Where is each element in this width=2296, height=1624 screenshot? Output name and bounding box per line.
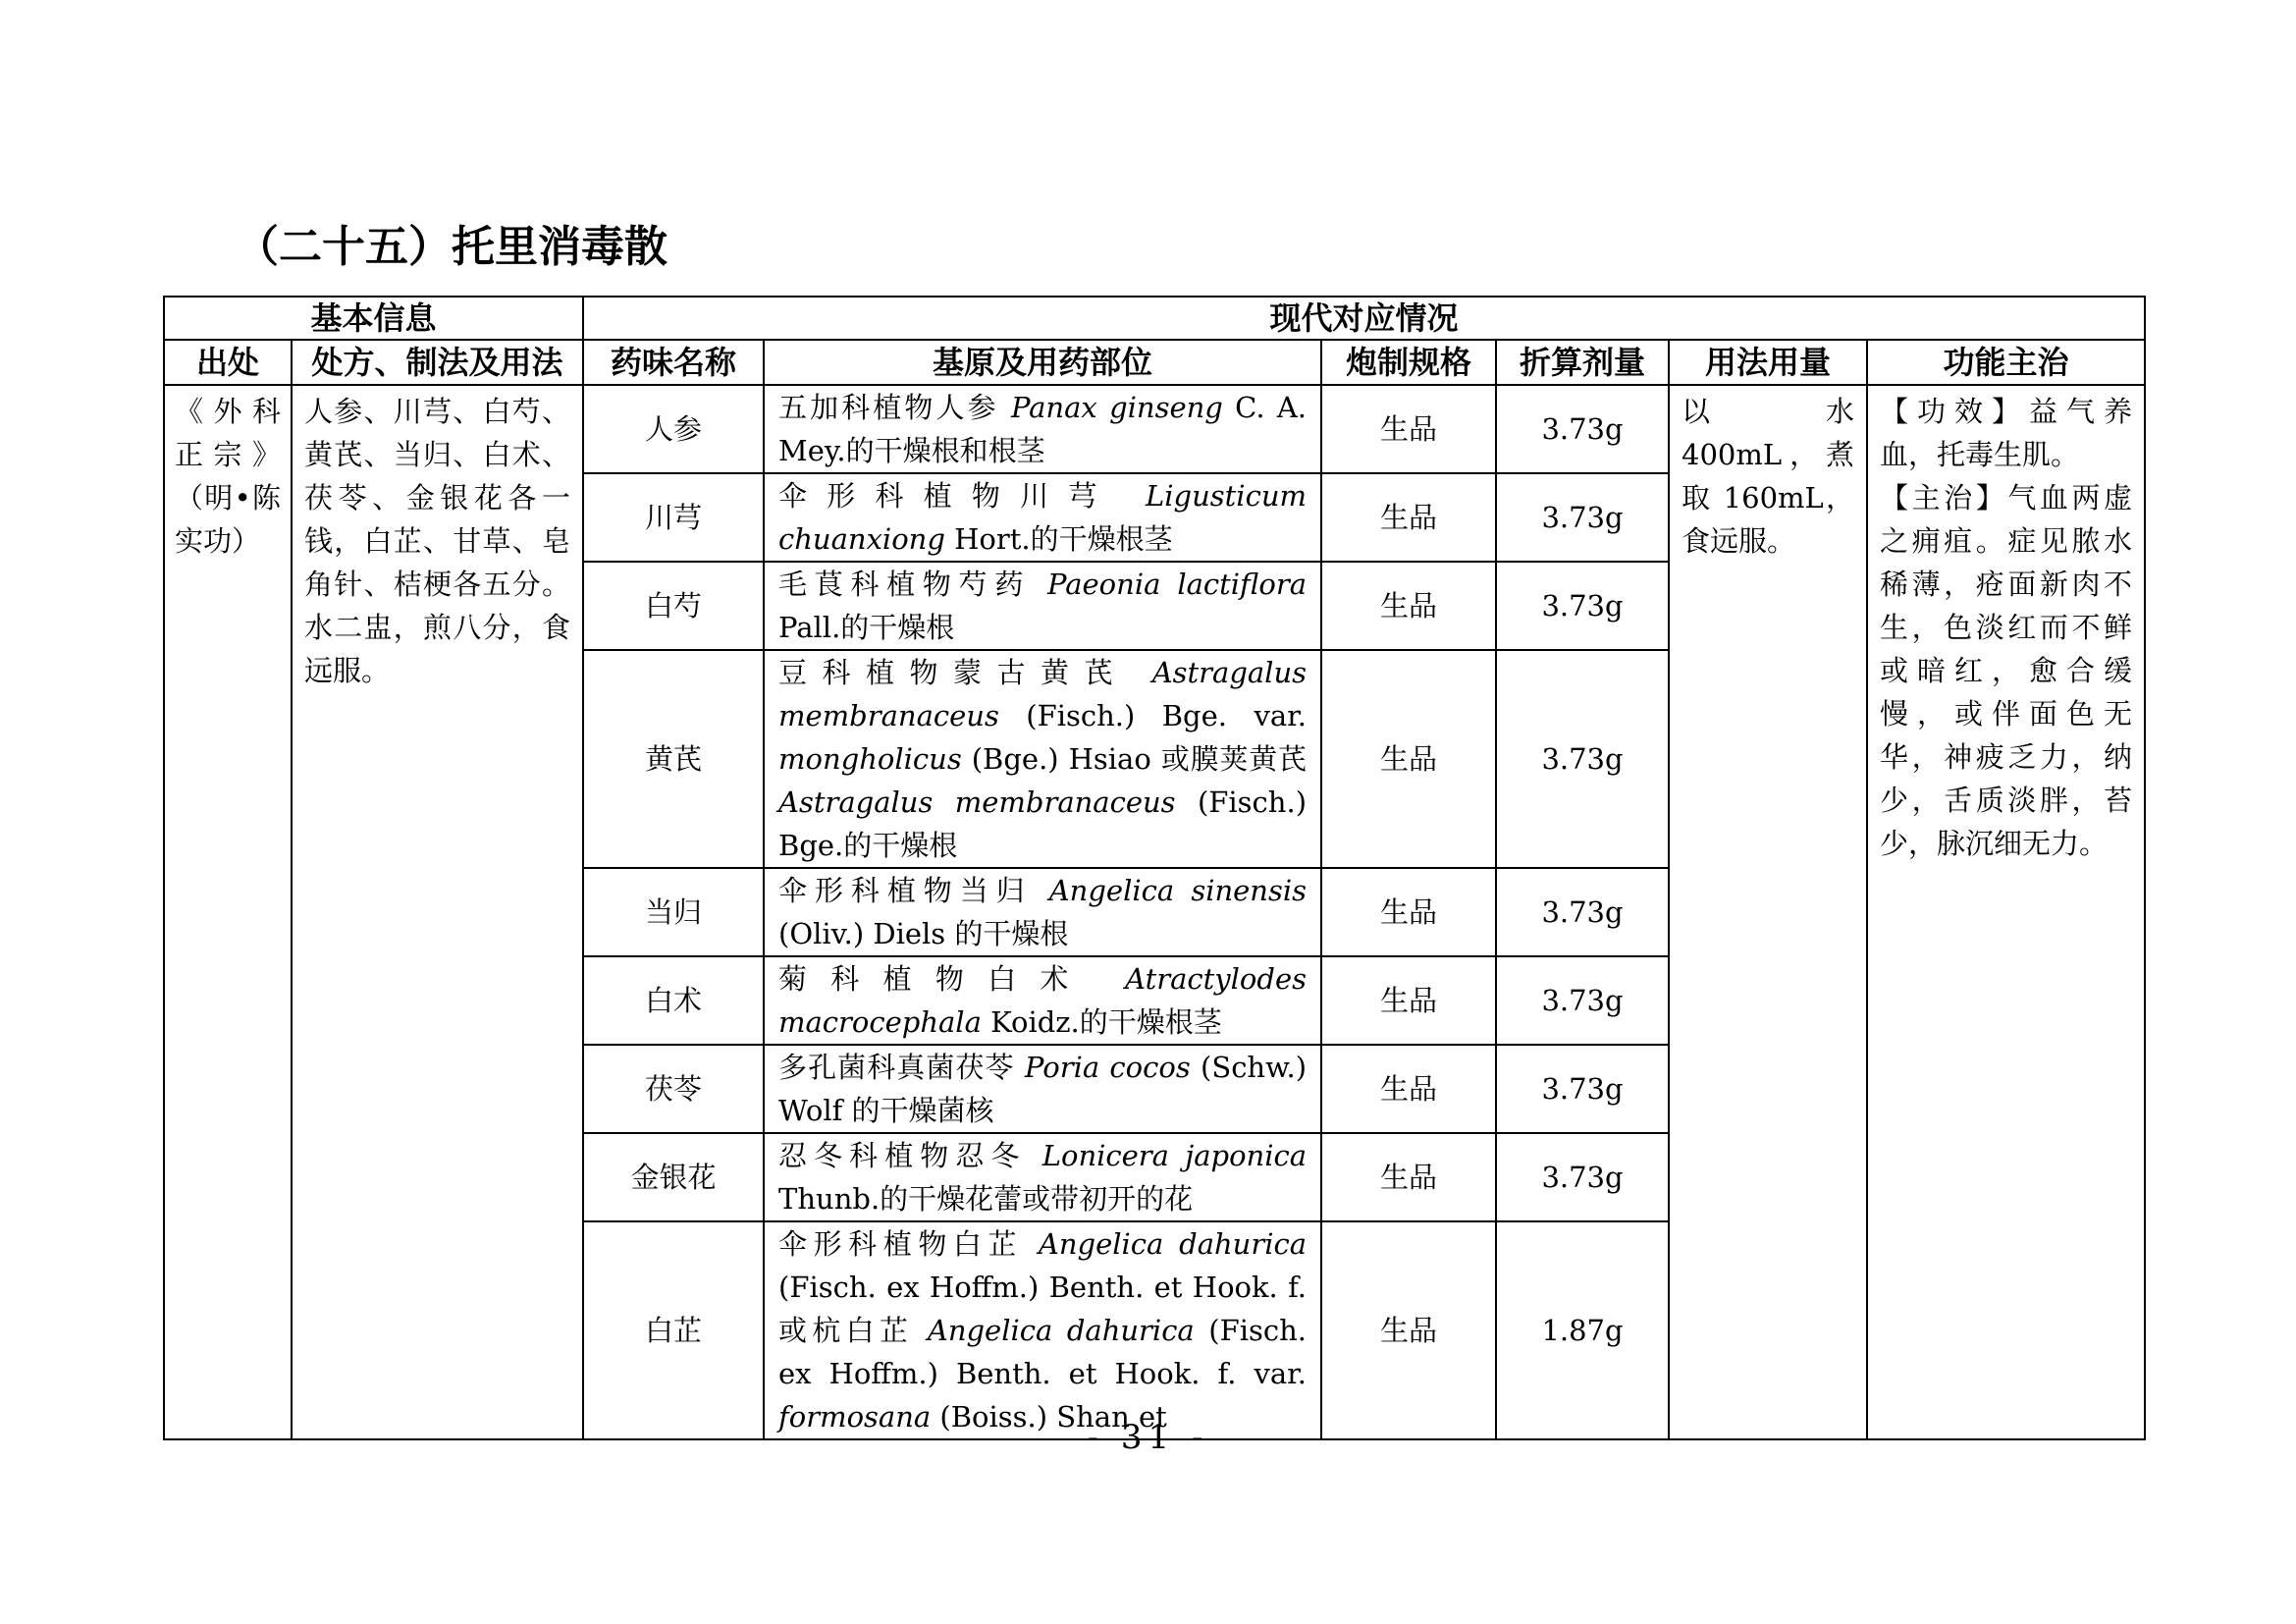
herb-origin: 忍冬科植物忍冬 Lonicera japonica Thunb.的干燥花蕾或带初开的花	[764, 1133, 1321, 1221]
herb-processing: 生品	[1321, 562, 1496, 650]
group-header-row	[164, 297, 2145, 340]
source-cell: 《外科正宗》（明•陈实功）	[164, 385, 292, 1439]
prescription-cell: 人参、川芎、白芍、黄芪、当归、白术、茯苓、金银花各一钱，白芷、甘草、皂角针、桔梗各五分。水二盅，煎八分，食远服。	[292, 385, 583, 1439]
herb-processing: 生品	[1321, 868, 1496, 956]
herb-name: 当归	[583, 868, 764, 956]
table-row	[164, 385, 2145, 473]
usage-cell: 以水 400mL，煮取 160mL，食远服。	[1669, 385, 1867, 1439]
header-origin: 基原及用药部位	[764, 340, 1321, 385]
indication-label: 【主治】	[1880, 481, 2008, 514]
herb-processing: 生品	[1321, 956, 1496, 1045]
herb-processing: 生品	[1321, 1221, 1496, 1439]
header-function: 功能主治	[1867, 340, 2145, 385]
prescription-table	[163, 296, 2146, 1440]
herb-name: 白芷	[583, 1221, 764, 1439]
section-title: （二十五）托里消毒散	[236, 222, 667, 272]
herb-origin: 伞形科植物白芷 Angelica dahurica (Fisch. ex Hoffm.) Benth. et Hook. f.或杭白芷 Angelica dahurica (Fisch. ex Hoffm.) Benth. et Hook. f. var. formosana (Boiss.) Shan et	[764, 1221, 1321, 1439]
header-source: 出处	[164, 340, 292, 385]
herb-dose: 3.73g	[1496, 868, 1669, 956]
herb-processing: 生品	[1321, 473, 1496, 562]
herb-name: 黄芪	[583, 650, 764, 868]
herb-origin: 菊科植物白术 Atractylodes macrocephala Koidz.的干燥根茎	[764, 956, 1321, 1045]
page-number: - 31 -	[1087, 1418, 1209, 1457]
herb-name: 人参	[583, 385, 764, 473]
herb-dose: 3.73g	[1496, 956, 1669, 1045]
herb-processing: 生品	[1321, 1045, 1496, 1133]
herb-name: 白术	[583, 956, 764, 1045]
efficacy-label: 【功效】	[1880, 395, 2030, 428]
herb-dose: 3.73g	[1496, 562, 1669, 650]
herb-dose: 3.73g	[1496, 385, 1669, 473]
herb-dose: 3.73g	[1496, 650, 1669, 868]
herb-name: 茯苓	[583, 1045, 764, 1133]
header-usage: 用法用量	[1669, 340, 1867, 385]
herb-dose: 3.73g	[1496, 473, 1669, 562]
group-header-basic: 基本信息	[164, 297, 583, 340]
herb-processing: 生品	[1321, 650, 1496, 868]
herb-processing: 生品	[1321, 1133, 1496, 1221]
indication-text: 气血两虚之痈疽。症见脓水稀薄，疮面新肉不生，色淡红而不鲜或暗红，愈合缓慢，或伴面色无华，神疲乏力，纳少，舌质淡胖，苔少，脉沉细无力。	[1880, 481, 2133, 860]
group-header-modern: 现代对应情况	[583, 297, 2145, 340]
herb-name: 金银花	[583, 1133, 764, 1221]
herb-processing: 生品	[1321, 385, 1496, 473]
herb-dose: 3.73g	[1496, 1045, 1669, 1133]
herb-origin: 伞形科植物当归 Angelica sinensis (Oliv.) Diels 的干燥根	[764, 868, 1321, 956]
herb-origin: 毛茛科植物芍药 Paeonia lactiflora Pall.的干燥根	[764, 562, 1321, 650]
header-dose: 折算剂量	[1496, 340, 1669, 385]
herb-origin: 豆科植物蒙古黄芪 Astragalus membranaceus (Fisch.) Bge. var. mongholicus (Bge.) Hsiao 或膜荚黄芪 Astragalus membranaceus (Fisch.) Bge.的干燥根	[764, 650, 1321, 868]
herb-origin: 多孔菌科真菌茯苓 Poria cocos (Schw.) Wolf 的干燥菌核	[764, 1045, 1321, 1133]
herb-dose: 1.87g	[1496, 1221, 1669, 1439]
herb-name: 川芎	[583, 473, 764, 562]
herb-dose: 3.73g	[1496, 1133, 1669, 1221]
herb-origin: 五加科植物人参 Panax ginseng C. A. Mey.的干燥根和根茎	[764, 385, 1321, 473]
herb-origin: 伞形科植物川芎 Ligusticum chuanxiong Hort.的干燥根茎	[764, 473, 1321, 562]
herb-name: 白芍	[583, 562, 764, 650]
column-header-row	[164, 340, 2145, 385]
header-processing: 炮制规格	[1321, 340, 1496, 385]
header-prescription: 处方、制法及用法	[292, 340, 583, 385]
header-herb-name: 药味名称	[583, 340, 764, 385]
function-cell	[1867, 385, 2145, 1439]
efficacy-text: 益气养血，托毒生肌。	[1880, 395, 2133, 471]
